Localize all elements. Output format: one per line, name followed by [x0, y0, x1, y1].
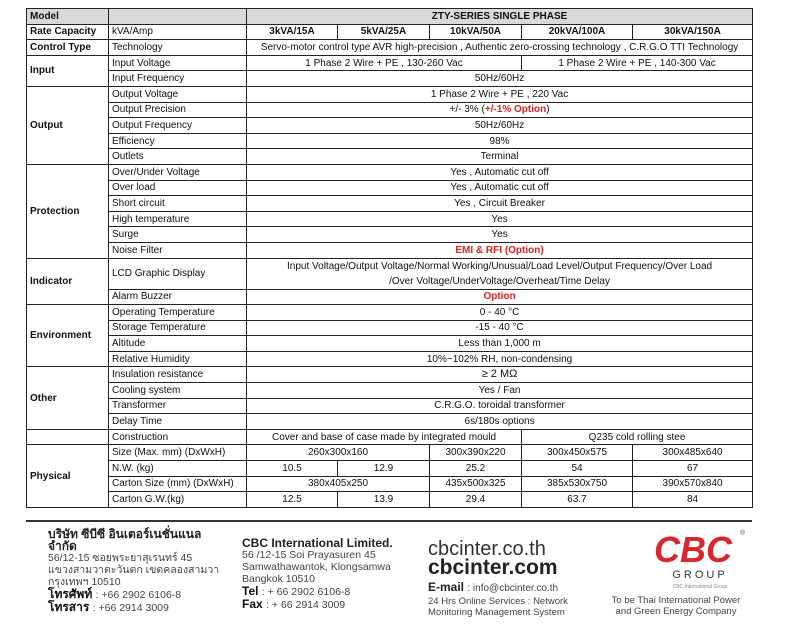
spec-label: Storage Temperature — [109, 320, 247, 336]
spec-label: Over/Under Voltage — [109, 164, 247, 180]
thai-address-line: กรุงเทพฯ 10510 — [48, 576, 121, 588]
english-contact — [242, 537, 417, 611]
table-row — [27, 164, 753, 180]
cbc-logo-text: CBC — [654, 529, 732, 570]
spec-value: 12.5 — [247, 492, 338, 508]
spec-value: 54 — [522, 461, 633, 477]
spec-label: Over load — [109, 180, 247, 196]
spec-label: Short circuit — [109, 196, 247, 212]
spec-label: Noise Filter — [109, 242, 247, 258]
table-row — [27, 258, 753, 289]
category-label: Input — [27, 55, 109, 86]
english-phone: Tel : + 66 2902 6106-8 — [242, 584, 351, 598]
category-label: Physical — [27, 445, 109, 507]
spec-label: Outlets — [109, 149, 247, 165]
spec-value: Yes , Automatic cut off — [247, 180, 753, 196]
spec-value: 98% — [247, 133, 753, 149]
spec-label: LCD Graphic Display — [109, 258, 247, 289]
spec-label: Transformer — [109, 398, 247, 414]
model-label: Model — [27, 9, 109, 25]
spec-value: 1 Phase 2 Wire + PE , 220 Vac — [247, 86, 753, 102]
spec-value: Yes / Fan — [247, 383, 753, 399]
spec-value: 10%~102% RH, non-condensing — [247, 351, 753, 367]
table-row — [27, 227, 753, 243]
thai-contact — [48, 528, 223, 614]
spec-value: 390x570x840 — [633, 476, 753, 492]
spec-label: Output Precision — [109, 102, 247, 118]
spec-label: Input Voltage — [109, 55, 247, 71]
spec-value: EMI & RFI (Option) — [247, 242, 753, 258]
table-row — [27, 133, 753, 149]
category-label: Indicator — [27, 258, 109, 305]
capacity-cell: 3kVA/15A — [247, 24, 338, 40]
table-row — [27, 118, 753, 134]
capacity-cell: 20kVA/100A — [522, 24, 633, 40]
spec-value: -15 - 40 °C — [247, 320, 753, 336]
spec-value: +/- 3% (+/-1% Option) — [247, 102, 753, 118]
table-row — [27, 305, 753, 321]
series-title: ZTY-SERIES SINGLE PHASE — [247, 9, 753, 25]
spec-label: Input Frequency — [109, 71, 247, 87]
table-row — [27, 289, 753, 305]
table-row — [27, 242, 753, 258]
table-row — [27, 367, 753, 383]
table-row — [27, 196, 753, 212]
capacity-cell: 30kVA/150A — [633, 24, 753, 40]
table-row — [27, 445, 753, 461]
table-row — [27, 149, 753, 165]
capacity-cell: 10kVA/50A — [430, 24, 522, 40]
table-row — [27, 24, 753, 40]
table-row — [27, 461, 753, 477]
spec-value: 385x530x750 — [522, 476, 633, 492]
table-row — [27, 336, 753, 352]
spec-label: Carton G.W.(kg) — [109, 492, 247, 508]
spec-label: Operating Temperature — [109, 305, 247, 321]
footer-divider — [26, 520, 752, 522]
spec-value: Less than 1,000 m — [247, 336, 753, 352]
english-address-line: Bangkok 10510 — [242, 573, 315, 585]
spec-value: Input Voltage/Output Voltage/Normal Working/Unusual/Load Level/Output Frequency/Over Load /Over Voltage/UnderVoltage/Overheat/Time Delay — [247, 258, 753, 289]
spec-label: Construction — [109, 429, 247, 445]
spec-label: N.W. (kg) — [109, 461, 247, 477]
option-text: +/-1% Option — [484, 104, 547, 116]
spec-label: Output Frequency — [109, 118, 247, 134]
spec-value: Terminal — [247, 149, 753, 165]
spec-value: 67 — [633, 461, 753, 477]
spec-value: 6s/180s options — [247, 414, 753, 430]
spec-value: Yes , Automatic cut off — [247, 164, 753, 180]
english-company-name: CBC International Limited. — [242, 536, 393, 550]
spec-label: Size (Max. mm) (DxWxH) — [109, 445, 247, 461]
logo-group-text: GROUP — [672, 569, 728, 581]
spec-label: Delay Time — [109, 414, 247, 430]
spec-value: Q235 cold rolling stee — [522, 429, 753, 445]
spec-value: Yes — [247, 211, 753, 227]
spec-value: 1 Phase 2 Wire + PE , 130-260 Vac — [247, 55, 522, 71]
table-row — [27, 102, 753, 118]
thai-address-line: 56/12-15 ซอยพระยาสุเรนทร์ 45 — [48, 552, 193, 564]
category-label: Protection — [27, 164, 109, 258]
english-fax: Fax : + 66 2914 3009 — [242, 597, 346, 611]
spec-value: 380x405x250 — [247, 476, 430, 492]
spec-value: Yes , Circuit Breaker — [247, 196, 753, 212]
spec-value: 12.9 — [338, 461, 430, 477]
table-row — [27, 383, 753, 399]
table-row — [27, 55, 753, 71]
spec-label: High temperature — [109, 211, 247, 227]
spec-value: C.R.G.O. toroidal transformer — [247, 398, 753, 414]
category-label: Output — [27, 86, 109, 164]
spec-value: 29.4 — [430, 492, 522, 508]
spec-value: 25.2 — [430, 461, 522, 477]
spec-value: 300x390x220 — [430, 445, 522, 461]
spec-value: Servo-motor control type AVR high-precision , Authentic zero-crossing technology , C.R.G.O TTI Technology — [247, 40, 753, 56]
company-slogan: To be Thai International Power and Green Energy Company — [611, 595, 741, 617]
monitoring-note: 24 Hrs Online Services : Network Monitoring Management System — [428, 596, 568, 618]
spec-label: Relative Humidity — [109, 351, 247, 367]
capacity-cell: 5kVA/25A — [338, 24, 430, 40]
table-row — [27, 492, 753, 508]
spec-value: 260x300x160 — [247, 445, 430, 461]
spec-label: Alarm Buzzer — [109, 289, 247, 305]
thai-phone: โทรศัพท์ : +66 2902 6106-8 — [48, 587, 182, 601]
table-row — [27, 71, 753, 87]
table-row — [27, 398, 753, 414]
spec-value: 300x450x575 — [522, 445, 633, 461]
spec-label: Output Voltage — [109, 86, 247, 102]
spec-value: 63.7 — [522, 492, 633, 508]
english-address-line: 56 /12-15 Soi Prayasuren 45 — [242, 549, 376, 561]
spec-value: 0 - 40 °C — [247, 305, 753, 321]
table-row — [27, 320, 753, 336]
table-row — [27, 351, 753, 367]
thai-address-line: แขวงสามวาตะวันตก เขตคลองสามวา — [48, 564, 220, 576]
logo-sub-text: CBC International Group — [672, 584, 728, 590]
spec-label: Technology — [109, 40, 247, 56]
table-row — [27, 86, 753, 102]
table-row — [27, 429, 753, 445]
spec-value: 300x485x640 — [633, 445, 753, 461]
spec-label: Carton Size (mm) (DxWxH) — [109, 476, 247, 492]
spec-value: 13.9 — [338, 492, 430, 508]
category-label: Control Type — [27, 40, 109, 56]
spec-label: Insulation resistance — [109, 367, 247, 383]
spec-label: Efficiency — [109, 133, 247, 149]
thai-company-name: บริษัท ซีบีซี อินเตอร์เนชั่นแนล จำกัด — [48, 527, 202, 553]
table-row — [27, 9, 753, 25]
spec-table — [26, 8, 753, 508]
rate-capacity-label: Rate Capacity — [27, 24, 109, 40]
spec-label: Cooling system — [109, 383, 247, 399]
spec-value: 84 — [633, 492, 753, 508]
registered-mark-icon: ® — [740, 530, 746, 537]
spec-value: 10.5 — [247, 461, 338, 477]
spec-value: Yes — [247, 227, 753, 243]
spec-value: 50Hz/60Hz — [247, 118, 753, 134]
category-label: Environment — [27, 305, 109, 367]
table-row — [27, 476, 753, 492]
website-th-link[interactable]: cbcinter.co.th — [428, 538, 546, 560]
spec-value: Cover and base of case made by integrated mould — [247, 429, 522, 445]
spec-value: 435x500x325 — [430, 476, 522, 492]
table-row — [27, 211, 753, 227]
website-com-link[interactable]: cbcinter.com — [428, 556, 558, 579]
table-row — [27, 40, 753, 56]
table-row — [27, 180, 753, 196]
spec-label: Surge — [109, 227, 247, 243]
english-address-line: Samwathawantok, Klongsamwa — [242, 561, 391, 573]
category-label: Other — [27, 367, 109, 429]
cbc-logo-mark — [650, 526, 750, 596]
rate-unit: kVA/Amp — [109, 24, 247, 40]
spec-label: Altitude — [109, 336, 247, 352]
spec-value: ≥ 2 MΩ — [247, 367, 753, 383]
spec-value: Option — [247, 289, 753, 305]
email-link[interactable]: : info@cbcinter.co.th — [467, 583, 559, 594]
table-row — [27, 414, 753, 430]
cbc-group-logo — [650, 526, 750, 596]
email-line: E-mail : info@cbcinter.co.th — [428, 580, 559, 594]
thai-fax: โทรสาร : +66 2914 3009 — [48, 600, 169, 614]
spec-value: 1 Phase 2 Wire + PE , 140-300 Vac — [522, 55, 753, 71]
spec-value: 50Hz/60Hz — [247, 71, 753, 87]
